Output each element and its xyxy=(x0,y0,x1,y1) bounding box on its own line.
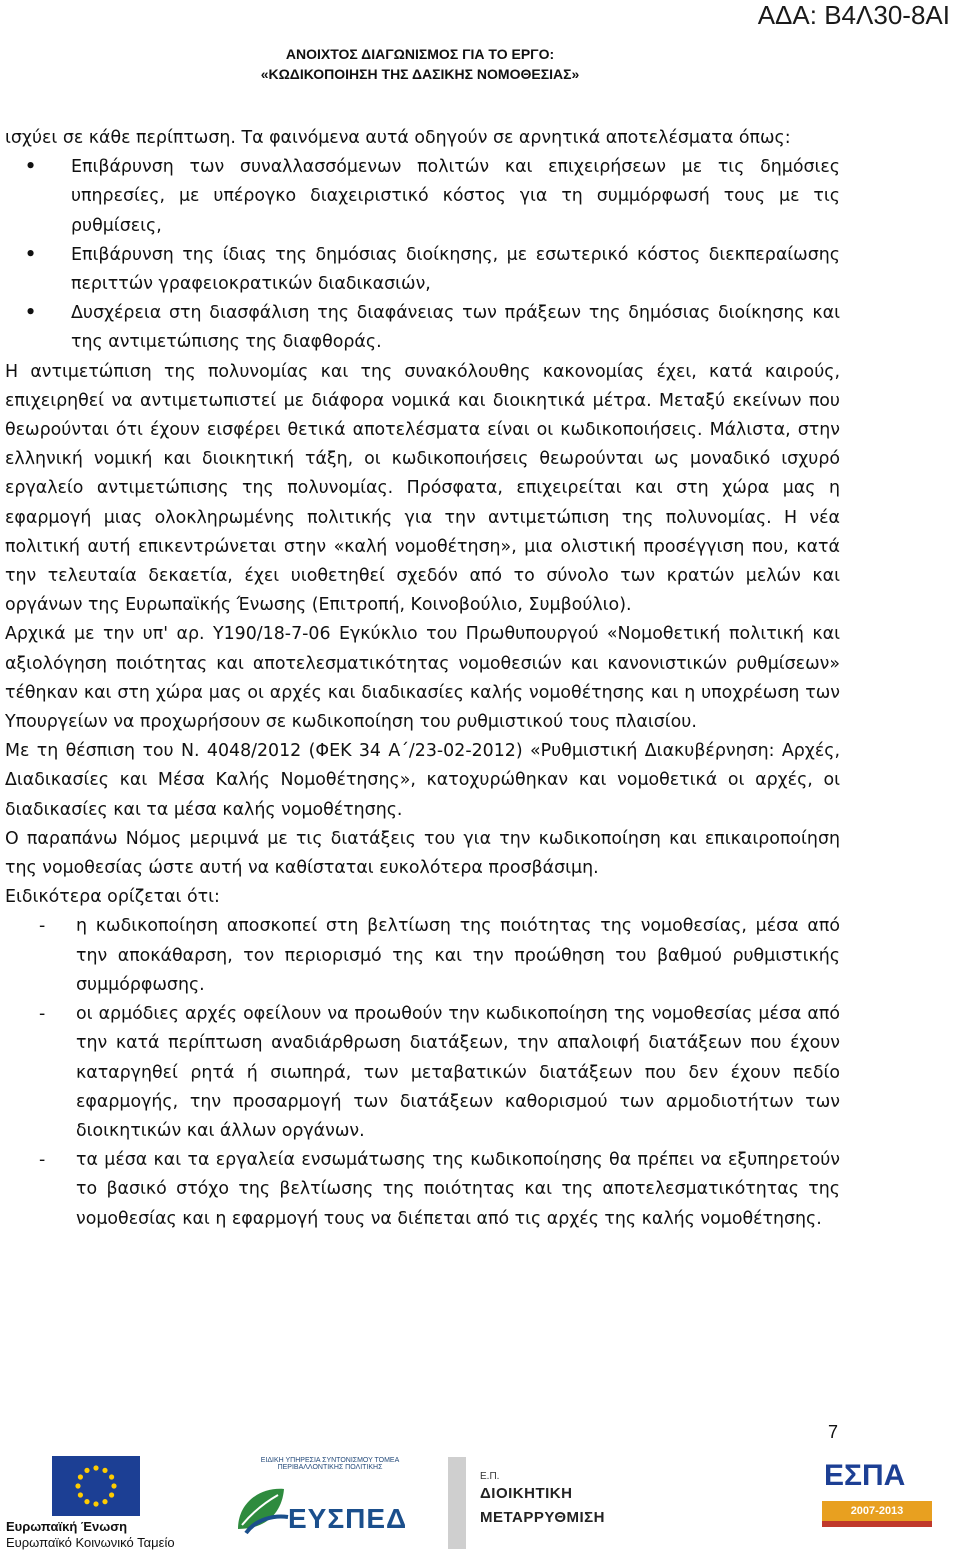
paragraph: Η αντιμετώπιση της πολυνομίας και της συνακόλουθης κακονομίας έχει, κατά καιρούς, επιχειρηθεί να αντιμετωπιστεί με διάφορα νομικά και διοικητικά μέτρα. Μεταξύ εκείνων που θεωρούνται ότι έχουν εισφέρει θετικά αποτελέσματα είναι οι κωδικοποιήσεις. Μάλιστα, στην ελληνική νομική και διοικητική τάξη, οι κωδικοποιήσεις θεωρούνται ως μοναδικό ισχυρό εργαλείο αντιμετώπισης της πολυνομίας. Πρόσφατα, επιχειρείται και στη χώρα μας η εφαρμογή μιας ολοκληρωμένης πολιτικής για την αντιμετώπιση της πολυνομίας. Η νέα πολιτική αυτή επικεντρώνεται στην «καλή νομοθέτηση», μια ολιστική προσέγγιση που, κατά την τελευταία δεκαετία, έχει υιοθετηθεί σχεδόν από το σύνολο των κρατών μελών και οργάνων της Ευρωπαϊκής Ένωσης (Επιτροπή, Κοινοβούλιο, Συμβούλιο). xyxy=(5,361,840,616)
dash-text: η κωδικοποίηση αποσκοπεί στη βελτίωση της ποιότητας της νομοθεσίας, μέσα από την αποκάθαρση, τον περιορισμό της και την προώθηση του βαθμού ρυθμιστικής συμμόρφωσης. xyxy=(76,916,840,995)
dash-item xyxy=(5,1146,840,1234)
bullet-text: Επιβάρυνση της ίδιας της δημόσιας διοίκησης, με εσωτερικό κόστος διεκπεραίωσης περιττών γραφειοκρατικών διαδικασιών, xyxy=(71,244,840,295)
project-header-line1: ΑΝΟΙΧΤΟΣ ΔΙΑΓΩΝΙΣΜΟΣ ΓΙΑ ΤΟ ΕΡΓΟ: xyxy=(285,46,555,62)
dm-word-1: ΔΙΟΙΚΗΤΙΚΗ xyxy=(480,1485,573,1502)
intro-paragraph: ισχύει σε κάθε περίπτωση. Τα φαινόμενα αυτά οδηγούν σε αρνητικά αποτελέσματα όπως: xyxy=(5,128,791,148)
espa-accent-bar xyxy=(822,1521,932,1527)
paragraph: Ειδικότερα ορίζεται ότι: xyxy=(5,887,220,908)
document-body xyxy=(5,124,840,1234)
dash-text: οι αρμόδιες αρχές οφείλουν να προωθούν την κωδικοποίηση της νομοθεσίας μέσα από την κατά περίπτωση αναδιάρθρωση διατάξεων, την απαλοιφή διατάξεων που έχουν καταργηθεί ρητά ή σιωπηρά, των μεταβατικών διατάξεων που δεν έχουν πεδίο εφαρμογής, την προσαρμογή των διατάξεων καθορισμού των αρμοδιοτήτων των διοικητικών και άλλων οργάνων. xyxy=(76,1004,840,1141)
project-header xyxy=(0,44,840,84)
eysped-caption-line2: ΠΕΡΙΒΑΛΛΟΝΤΙΚΗΣ ΠΟΛΙΤΙΚΗΣ xyxy=(277,1464,383,1471)
espa-wordmark: ΕΣΠΑ xyxy=(824,1459,906,1492)
bullet-marker: • xyxy=(25,303,37,324)
bullet-marker: • xyxy=(25,244,37,265)
espa-years: 2007-2013 xyxy=(822,1501,932,1521)
bullet-item xyxy=(5,153,840,241)
leaf-icon xyxy=(232,1479,292,1539)
dm-word-2: ΜΕΤΑΡΡΥΘΜΙΣΗ xyxy=(480,1509,605,1526)
vertical-strip xyxy=(448,1457,466,1549)
bullet-list xyxy=(5,153,840,357)
eysped-wordmark: ΕΥΣΠΕΔ xyxy=(288,1503,408,1534)
dash-item xyxy=(5,912,840,1000)
eu-stars-icon xyxy=(52,1456,140,1516)
paragraph: Αρχικά με την υπ' αρ. Υ190/18-7-06 Εγκύκλιο του Πρωθυπουργού «Νομοθετική πολιτική και αξιολόγηση ποιότητας και αποτελεσματικότητας νομοθεσιών και κανονιστικών ρυθμίσεων» τέθηκαν και στη χώρα μας οι αρχές και διαδικασίες καλής νομοθέτησης και η υποχρέωση των Υπουργείων να προχωρήσουν σε κωδικοποίηση του ρυθμιστικού τους πλαισίου. xyxy=(5,624,840,733)
bullet-item xyxy=(5,241,840,299)
ada-code: ΑΔΑ: Β4Λ30-8ΑΙ xyxy=(757,0,950,30)
paragraph: Ο παραπάνω Νόμος μεριμνά με τις διατάξεις του για την κωδικοποίηση και επικαιροποίηση της νομοθεσίας ώστε αυτή να καθίσταται ευκολότερα προσβάσιμη. xyxy=(5,828,840,879)
dash-list xyxy=(5,912,840,1233)
dash-marker: - xyxy=(39,1004,46,1025)
page-number: 7 xyxy=(827,1422,838,1442)
bullet-text: Δυσχέρεια στη διασφάλιση της διαφάνειας των πράξεων της δημόσιας διοίκησης και της αντιμετώπισης της διαφθοράς. xyxy=(71,303,840,353)
paragraph: Με τη θέσπιση του Ν. 4048/2012 (ΦΕΚ 34 Α΄/23-02-2012) «Ρυθμιστική Διακυβέρνηση: Αρχές, Διαδικασίες και Μέσα Καλής Νομοθέτησης», κατοχυρώθηκαν και νομοθετικά οι αρχές, οι διαδικασίες και τα μέσα καλής νομοθέτησης. xyxy=(5,741,840,820)
dash-marker: - xyxy=(39,1150,46,1171)
dash-item xyxy=(5,1000,840,1146)
bullet-text: Επιβάρυνση των συναλλασσόμενων πολιτών και επιχειρήσεων με τις δημόσιες υπηρεσίες, με υπέρογκο διαχειριστικό κόστος για τη συμμόρφωσή τους με τις ρυθμίσεις, xyxy=(71,157,840,236)
espa-logo xyxy=(812,1457,942,1547)
dash-marker: - xyxy=(39,916,46,937)
dm-head: Ε.Π. xyxy=(480,1471,500,1482)
bullet-marker: • xyxy=(25,157,37,178)
eu-flag-logo xyxy=(52,1456,140,1516)
project-header-line2: «ΚΩΔΙΚΟΠΟΙΗΣΗ ΤΗΣ ΔΑΣΙΚΗΣ ΝΟΜΟΘΕΣΙΑΣ» xyxy=(260,66,580,82)
footer-logos xyxy=(0,1455,960,1551)
bullet-item xyxy=(5,299,840,357)
eysped-caption-line1: ΕΙΔΙΚΗ ΥΠΗΡΕΣΙΑ ΣΥΝΤΟΝΙΣΜΟΥ ΤΟΜΕΑ xyxy=(260,1457,400,1464)
eu-title: Ευρωπαϊκή Ένωση xyxy=(6,1519,128,1534)
dioikitiki-metarrythmisi-logo xyxy=(440,1457,700,1549)
eu-subtitle: Ευρωπαϊκό Κοινωνικό Ταμείο xyxy=(6,1535,175,1550)
dash-text: τα μέσα και τα εργαλεία ενσωμάτωσης της κωδικοποίησης θα πρέπει να εξυπηρετούν το βασικό στόχο της βελτίωσης της ποιότητας και της αποτελεσματικότητας της νομοθεσίας και η εφαρμογή τους να διέπεται από τις αρχές της καλής νομοθέτησης. xyxy=(76,1150,840,1229)
eysped-caption xyxy=(232,1457,428,1471)
eysped-logo xyxy=(232,1457,428,1537)
